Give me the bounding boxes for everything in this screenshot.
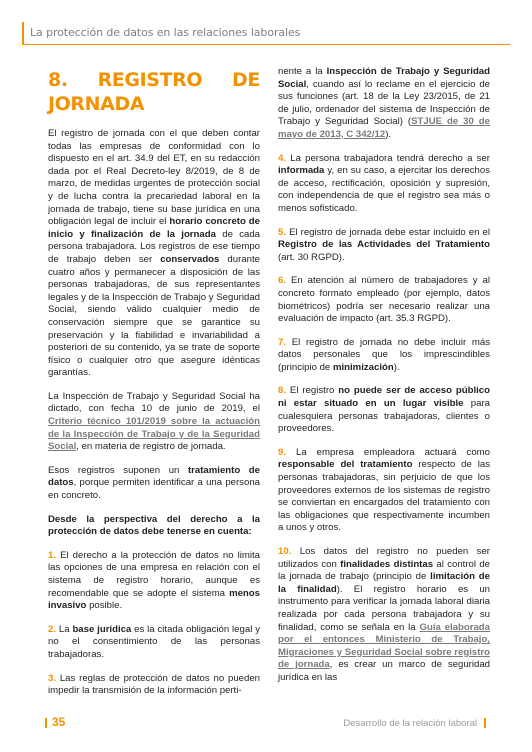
text-run: El derecho a la protección de datos no limita las opciones de una empresa en relación con el sistema de registro horario, aunque es recomendable que se adopte el sistema: [48, 549, 260, 599]
text-run: y, en su caso, a ejercitar los derechos de acceso, rectificación, oposición y supresión, con independencia de que el registro sea más o menos sofisticado.: [278, 165, 490, 214]
emphasis: limitación de la finalidad: [278, 571, 490, 595]
left-column: [48, 66, 260, 709]
paragraph-registro: [48, 128, 260, 380]
footer-accent-bar: [45, 718, 47, 728]
emphasis: informada: [278, 165, 325, 177]
text-run: es la citada obligación legal y no el consentimiento de las personas trabajadoras.: [48, 623, 260, 660]
item-number: 1.: [48, 549, 57, 561]
text-run: , porque permiten identificar a una persona en concreto.: [48, 477, 260, 502]
text-run: respecto de las personas trabajadoras, sin perjuicio de que los proveedores externos de los sistemas de registro se conviertan en encargados del tratamiento con las obligaciones que respectivamente incumben a unos y otros.: [278, 459, 490, 534]
list-item-9: [278, 447, 490, 535]
guia-link[interactable]: Guía elaborada por el entonces Ministerio de Trabajo, Migraciones y Seguridad Social sobre registro de jornada: [278, 621, 490, 671]
section-title: 8. REGISTRO DE JORNADA: [48, 69, 260, 115]
text-run: para cualesquiera personas trabajadoras, clientes o proveedores.: [278, 398, 490, 435]
list-item-1: [48, 550, 260, 613]
text-run: Esos registros suponen un: [48, 464, 188, 476]
list-item-8: [278, 385, 490, 435]
list-item-3: [48, 673, 260, 698]
header-accent-bar: [22, 22, 24, 44]
emphasis: minimización: [332, 361, 394, 373]
text-run: Las reglas de protección de datos no pueden impedir la transmisión de la información perti-: [48, 672, 260, 697]
item-number: 3.: [48, 672, 57, 684]
page-number: 35: [52, 715, 66, 729]
text-run: de cada persona trabajadora. Los registros de ese tiempo de trabajo deben ser: [48, 228, 260, 265]
item-number: 8.: [278, 385, 287, 397]
criterio-tecnico-link[interactable]: Criterio técnico 101/2019 sobre la actuación de la Inspección de Trabajo y de la Seguridad Social: [48, 416, 260, 453]
list-item-7: [278, 337, 490, 375]
text-run: posible.: [86, 600, 123, 612]
item-number: 4.: [278, 152, 287, 164]
header-divider: [22, 44, 510, 45]
text-run: El registro de jornada no debe incluir más datos personales que los imprescindibles (principio de: [278, 336, 490, 373]
emphasis: menos invasivo: [48, 587, 260, 612]
item-number: 7.: [278, 336, 287, 348]
text-run: ).: [393, 361, 400, 373]
text-run: al control de la jornada de trabajo (principio de: [278, 558, 490, 583]
list-item-5: [278, 227, 490, 265]
list-item-3-continued: [278, 66, 490, 142]
list-item-10: [278, 546, 490, 685]
paragraph-perspectiva: [48, 514, 260, 539]
emphasis: base jurídica: [72, 623, 132, 635]
item-number: 9.: [278, 446, 287, 458]
list-intro: Desde la perspectiva del derecho a la protección de datos debe tenerse en cuenta:: [48, 513, 260, 538]
list-item-6: [278, 275, 490, 325]
emphasis: Inspección de Trabajo y Seguridad Social: [278, 66, 491, 90]
paragraph-inspeccion: [48, 391, 260, 454]
item-number: 5.: [278, 226, 287, 238]
text-run: El registro de jornada con el que deben contar todas las empresas de conformidad con lo dispuesto en el art. 34.9 del ET, en su redacción dada por el Real Decreto-ley 8/2019, de 8 de marzo, de medidas urgentes de protección social y de lucha contra la precariedad laboral en la jornada de trabajo, tiene su base jurídica en una obligación legal de incluir el: [48, 128, 260, 228]
emphasis-tratamiento: tratamiento de datos: [48, 464, 260, 489]
emphasis: finalidades distintas: [340, 558, 434, 570]
item-number: 10.: [278, 546, 292, 557]
emphasis: Registro de las Actividades del Tratamiento: [278, 239, 490, 251]
text-run: , es crear un marco de seguridad jurídica en las: [278, 659, 490, 683]
text-run: La Inspección de Trabajo y Seguridad Social ha dictado, con fecha 10 de junio de 2019, el: [48, 390, 260, 415]
text-run: El registro: [286, 385, 339, 397]
right-column: [278, 66, 490, 696]
text-run: (art. 30 RGPD).: [278, 251, 345, 263]
paragraph-tratamiento: [48, 465, 260, 503]
text-run: La empresa empleadora actuará como: [286, 446, 490, 458]
text-run: ).: [385, 128, 392, 140]
stjue-link[interactable]: STJUE de 30 de mayo de 2013, C 342/12: [278, 116, 491, 140]
text-run: , en materia de registro de jornada.: [76, 441, 226, 453]
text-run: durante cuatro años y permanecer a disposición de las personas trabajadoras, de sus representantes legales y de la Inspección de Trabajo y Seguridad Social, siendo válido cualquier medio de conservación siempre que se garantice su preservación y la fiabilidad e invariabilidad a posteriori de su contenido, ya se trate de soporte físico o cualquier otro que asegure idénticas garantías.: [48, 253, 260, 379]
emphasis-horario: horario concreto de inicio y finalización de la jornada: [48, 216, 260, 240]
emphasis: responsable del tratamiento: [278, 459, 413, 471]
text-run: Los datos del registro no pueden ser utilizados con: [278, 546, 490, 570]
text-run: ). El registro horario es un instrumento para verificar la jornada laboral diaria realizada por cada persona trabajadora y su finalidad, como se señala en la: [278, 583, 490, 633]
list-item-4: [278, 153, 490, 216]
text-run: , cuando así lo reclame en el ejercicio de sus funciones (art. 18 de la Ley 23/2015, de 21 de julio, ordenador del sistema de Inspección de Trabajo y Seguridad Social) (: [278, 78, 490, 128]
text-run: En atención al número de trabajadores y al concreto formato empleado (por ejemplo, datos biométricos) podría ser necesario realizar una evaluación de impacto (art. 35.3 RGPD).: [278, 275, 490, 325]
text-run: El registro de jornada debe estar incluido en el: [286, 226, 490, 238]
footer-accent-bar-right: [484, 718, 486, 728]
text-run: La persona trabajadora tendrá derecho a ser: [286, 152, 490, 164]
emphasis-conservados: conservados: [160, 253, 220, 265]
item-number: 6.: [278, 275, 287, 287]
item-number: 2.: [48, 623, 57, 635]
running-header: La protección de datos en las relaciones laborales: [30, 26, 301, 39]
text-run: La: [56, 623, 73, 635]
text-run: nente a la: [278, 66, 327, 77]
emphasis: no puede ser de acceso público ni estar situado en un lugar visible: [278, 385, 490, 410]
list-item-2: [48, 624, 260, 662]
running-footer: Desarrollo de la relación laboral: [343, 718, 477, 729]
